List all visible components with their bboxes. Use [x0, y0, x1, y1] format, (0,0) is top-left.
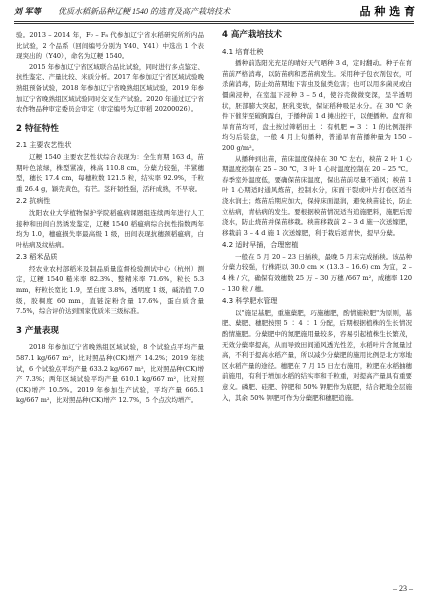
paragraph: 2018 年参加辽宁省晚熟组区域试验，8 个试验点平均产量 587.1 kg/667 m²，比对照品种(CK)增产 14.2%；2019 年续试，6 个试验点平均产量 633.2 kg/667 m²，比对照品种(CK)增产 7.3%；两年区域试验平均产量 610.1 kg/667 m²，比对照(CK)增产 10.5%。2019 年参加生产试验，平均产量 665.1 kg/667 m²，比对照品种(CK)增产 12.7%，5 个点次均增产。: [16, 343, 204, 405]
subsection-heading: 4.3 科学肥水管理: [222, 297, 278, 306]
paragraph: 一般在 5 月 20 – 23 日插秧，最晚 5 月末完成插秧。该品种分蘖力较强，行株距以 30.0 cm × (13.3 – 16.6) cm 为宜，2 – 4 株 / 穴，确保有效穗数 25 万 – 30 万穗 /667 m²，成穗率 120 – 130 粒 / 穗。: [222, 252, 412, 293]
running-author: 刘 军等: [14, 7, 42, 16]
section-heading: 4 高产栽培技术: [222, 30, 282, 40]
left-column: [16, 30, 204, 406]
right-column: [222, 30, 412, 403]
paragraph: 播种前选阳光充足的晴好天气晒种 3 d，定时翻动。种子在育苗前严格消毒，以防苗病和恶苗病发生。采用种子包衣剂包衣，可杀菌消毒，防止幼苗期地下害虫及鼠类危害；也可以用多菌灵或白僵菌浸种，在室温下浸种 3 – 5 d，使谷壳微微变深，呈半透明状，胚部膨大突起，胚乳变软，保证稻种吸足水分。在 30 ℃ 条件下催芽至破胸露白，于播种前 1 d 摊出控干，以便播种。盘育和旱育苗均可，盘土按过筛稻田土 ∶ 有机肥 = 3 ∶ 1 的比例混拌均匀后装盘，一般 4 月上旬播种，普通旱育苗播种量为 150 – 200 g/m²。: [222, 59, 412, 152]
section-heading: 2 特征特性: [16, 123, 59, 134]
paragraph: 沈阳农业大学植物保护学院稻瘟病课题组连续两年进行人工接种和田间自然诱发鉴定，辽粳 1540 稻瘟病综合抗性指数两年均为 1.0，穗瘟损失率最高级 1 级，田间表现抗穗颈稻瘟病，白叶枯病及纹枯病。: [16, 208, 204, 249]
paragraph: 以"施足基肥，重施蘖肥，巧施穗肥，酌情施粒肥"为原则，基肥、蘖肥、穗肥按照 5 ∶ 4 ∶ 1 分配，后期根据植株的生长情况酌情施肥。分蘖肥中的氮肥施用量较多，容易引起植株生长繁茂，无效分蘖率提高，从而导致田间通风透光性差，水稻叶片含氮量过高，不利于提高水稻产量，所以减少分蘖肥的施用比例是北方寒地区水稻产量的途径。穗肥在 7 月 15 日左右施用，粒肥在水稻抽穗前施用，有利于增加水稻的结实率和千粒重，对提高产量具有重要意义。磷肥、硅肥、锌肥和 50% 钾肥作为底肥，结合耙地全层施入，其余 50% 钾肥可作为分蘖肥和穗肥追施。: [222, 308, 412, 402]
paragraph: 2015 年参加辽宁省区域联合品比试验，同时进行多点鉴定、抗性鉴定、产量比较、米质分析。2017 年参加辽宁省区域试验晚熟组预备试验，2018 年参加辽宁省晚熟组区域试验，2019 年参加辽宁省晚熟组区域试验同时交叉生产试验。2020 年通过辽宁省农作物品种审定委员会审定（审定编号为辽审稻 20200026）。: [16, 62, 204, 114]
subsection-heading: 2.3 稻米品质: [16, 253, 58, 262]
paragraph: 经农业农村部稻米及制品质量监督检验测试中心（杭州）测定，辽粳 1540 糙米率 82.3%、整精米率 71.6%，粒长 5.3 mm，籽粒长宽比 1.9，垩白度 3.8%，透明度 1 级，碱消值 7.0 级，胶稠度 60 mm，直链淀粉含量 17.6%，蛋白质含量 7.5%，综合评价达到国家优质米三级标准。: [16, 264, 204, 316]
header-rule-bottom: [14, 23, 414, 24]
subsection-heading: 4.2 适时早插，合理密植: [222, 241, 299, 250]
section-label: 品 种 选 育: [359, 5, 415, 18]
page-number: – 23 –: [393, 584, 413, 593]
header-rule-top: [14, 21, 414, 22]
paragraph: 从播种到出苗，苗床温度保持在 30 ℃ 左右，秧苗 2 叶 1 心期温度控制在 25 – 30 ℃，3 叶 1 心时温度控制在 20 – 25 ℃。春季室外温度低，要确保苗床温度，保出苗前尽量不通风；秧苗 1 叶 1 心期适时通风炼苗，控制水分，床面干裂或叶片打卷区适当浇水润土；炼苗后期应加大，保持床面湿润，避免秧苗徒长，防止立枯病，青枯病的发生。要根据秧苗情况适当追施肥料，施肥后需浇水，防止烧苗并保苗移栽。秧苗移栽前 2 – 3 d 施一次送嫁肥，移栽前 3 – 4 d 施 1 次送嫁肥，利于栽后返青快，提早分蘖。: [222, 154, 412, 237]
paragraph: 辽粳 1540 主要农艺性状综合表现为：全生育期 163 d，苗期叶色浓绿，株型紧凑，株高 110.8 cm，分蘖力较强，半紧穗型，穗长 17.4 cm，每穗粒数 121.5 粒，结实率 92.9%，千粒重 26.4 g，颖壳黄色，有芒。茎秆韧性强，活秆成熟，不早衰。: [16, 152, 204, 193]
subsection-heading: 2.2 抗病性: [16, 197, 51, 206]
subsection-heading: 4.1 培育壮秧: [222, 47, 264, 56]
subsection-heading: 2.1 主要农艺性状: [16, 141, 72, 150]
paragraph: 验。2013 – 2014 年，F₇ – F₈ 代参加辽宁省水稻研究所所内品比试验，2 个品系（回间编号分别为 Y40、Y41）中选出 1 个表现突出的（Y40），命名为辽粳 1540。: [16, 31, 204, 61]
running-title: 优质水稻新品种辽粳 1540 的选育及高产栽培技术: [58, 7, 230, 16]
section-heading: 3 产量表现: [16, 325, 59, 336]
